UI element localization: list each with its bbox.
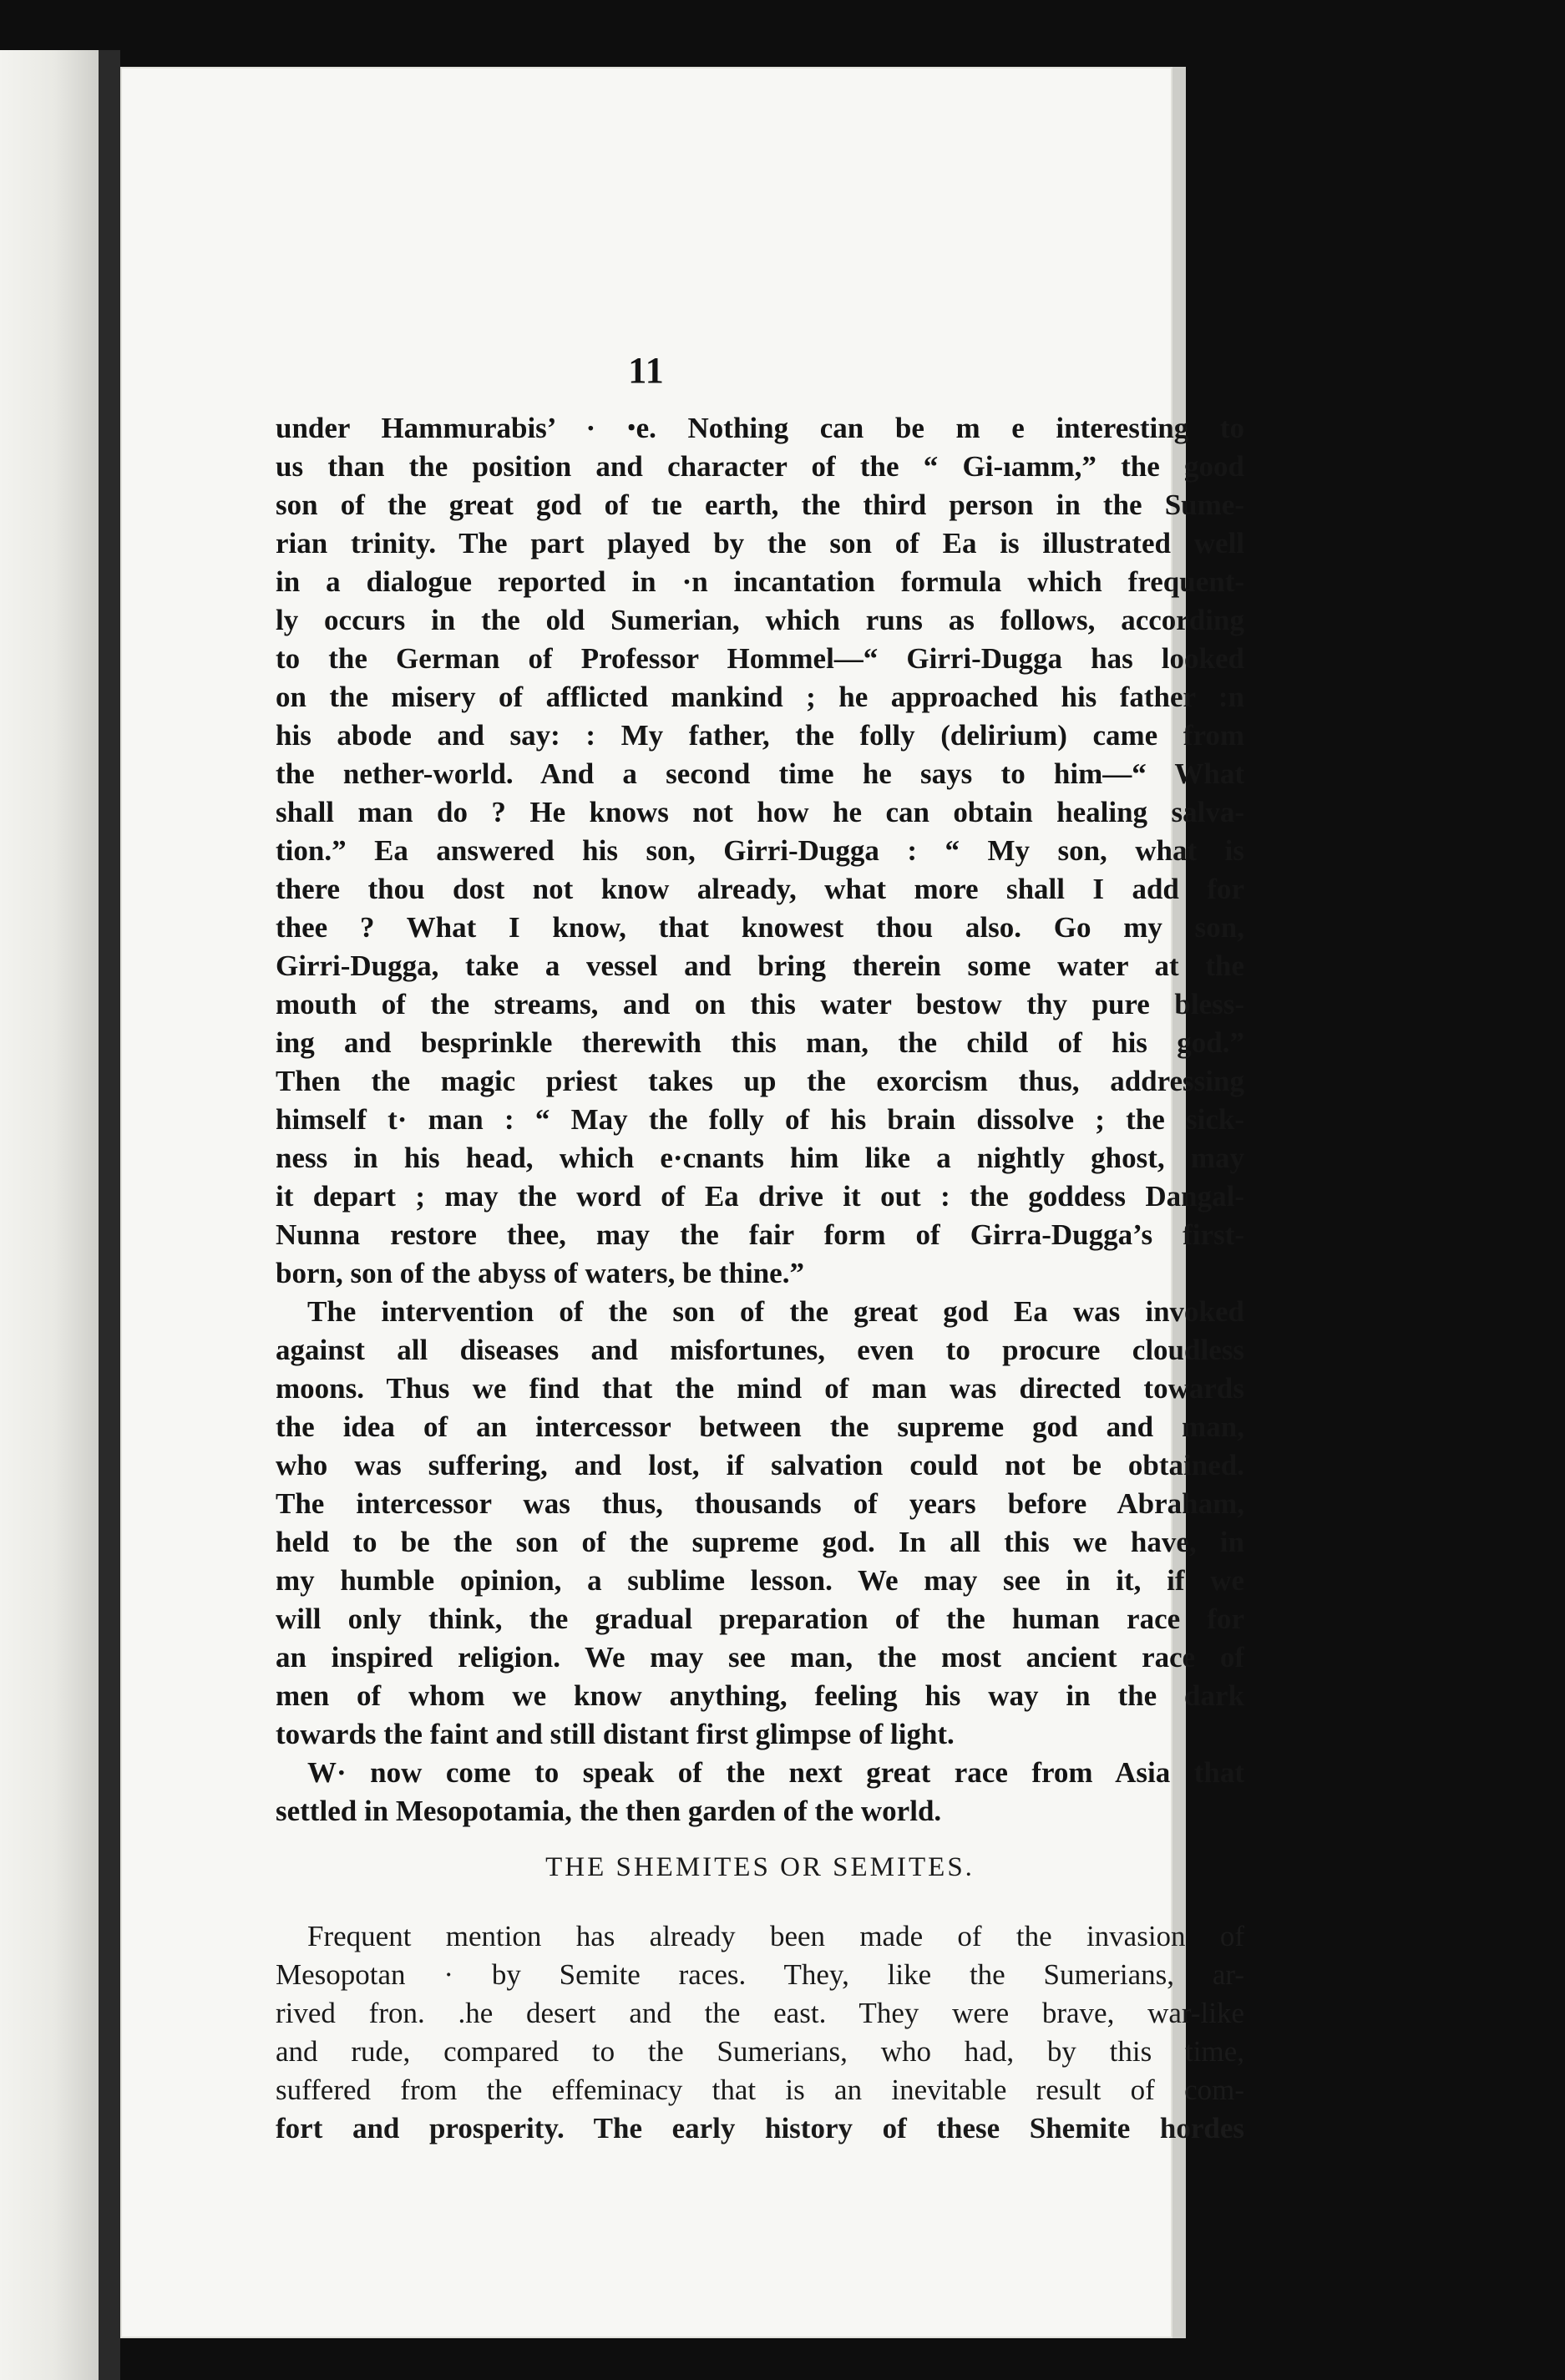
text-line: Then the magic priest takes up the exorcism thus, addressing bbox=[276, 1065, 1244, 1097]
text-line: mouth of the streams, and on this water bestow thy pure bless- bbox=[276, 988, 1244, 1020]
text-line: ly occurs in the old Sumerian, which runs as follows, according bbox=[276, 604, 1244, 636]
text-line: Nunna restore thee, may the fair form of Girra-Dugga’s first- bbox=[276, 1218, 1244, 1251]
text-line: ing and besprinkle therewith this man, the child of his god.” bbox=[276, 1026, 1244, 1059]
paragraph-1 bbox=[276, 409, 1244, 1293]
text-line: shall man do ? He knows not how he can obtain healing salva- bbox=[276, 796, 1244, 828]
binding-gutter bbox=[99, 50, 120, 2380]
text-line: it depart ; may the word of Ea drive it out : the goddess Dangal- bbox=[276, 1180, 1244, 1213]
text-line: thee ? What I know, that knowest thou also. Go my son, bbox=[276, 911, 1244, 944]
text-line: on the misery of afflicted mankind ; he approached his father :n bbox=[276, 681, 1244, 713]
text-line: the idea of an intercessor between the supreme god and man, bbox=[276, 1410, 1244, 1443]
text-line: my humble opinion, a sublime lesson. We may see in it, if we bbox=[276, 1564, 1244, 1597]
text-line: and rude, compared to the Sumerians, who had, by this time, bbox=[276, 2035, 1244, 2068]
page-number: 11 bbox=[628, 350, 665, 391]
text-line: the nether-world. And a second time he says to him—“ What bbox=[276, 757, 1244, 790]
text-line: moons. Thus we find that the mind of man was directed towards bbox=[276, 1372, 1244, 1405]
paragraph-2 bbox=[276, 1293, 1244, 1754]
text-line: tion.” Ea answered his son, Girri-Dugga : “ My son, what is bbox=[276, 834, 1244, 867]
text-line: The intervention of the son of the great god Ea was invoked bbox=[307, 1295, 1244, 1328]
text-line: who was suffering, and lost, if salvation could not be obtained. bbox=[276, 1449, 1244, 1481]
text-line: settled in Mesopotamia, the then garden of the world. bbox=[276, 1795, 942, 1827]
body-text bbox=[276, 409, 1244, 1831]
text-line: us than the position and character of the “ Gi-ıamm,” the good bbox=[276, 450, 1244, 483]
text-line: himself t· man : “ May the folly of his brain dissolve ; the sick- bbox=[276, 1103, 1244, 1136]
text-line: an inspired religion. We may see man, the most ancient race of bbox=[276, 1641, 1244, 1674]
text-line: Frequent mention has already been made of the invasion of bbox=[307, 1920, 1244, 1952]
text-line: born, son of the abyss of waters, be thine.” bbox=[276, 1257, 804, 1289]
text-line: men of whom we know anything, feeling his way in the dark bbox=[276, 1679, 1244, 1712]
text-line: there thou dost not know already, what more shall I add for bbox=[276, 873, 1244, 905]
text-line: ness in his head, which e·cnants him like a nightly ghost, may bbox=[276, 1142, 1244, 1174]
text-line: fort and prosperity. The early history of these Shemite hordes bbox=[276, 2112, 1244, 2145]
text-line: will only think, the gradual preparation of the human race for bbox=[276, 1603, 1244, 1635]
text-line: against all diseases and misfortunes, even to procure cloudless bbox=[276, 1334, 1244, 1366]
text-line: in a dialogue reported in ·n incantation formula which frequent- bbox=[276, 565, 1244, 598]
facing-page-edge bbox=[0, 50, 99, 2380]
text-line: rian trinity. The part played by the son of Ea is illustrated well bbox=[276, 527, 1244, 560]
text-line: suffered from the effeminacy that is an inevitable result of com- bbox=[276, 2074, 1244, 2106]
text-line: rived fron. .he desert and the east. They were brave, war-like bbox=[276, 1997, 1244, 2029]
paragraph-3 bbox=[276, 1754, 1244, 1831]
text-line: The intercessor was thus, thousands of years before Abraham, bbox=[276, 1487, 1244, 1520]
text-line: his abode and say: : My father, the folly (delirium) came from bbox=[276, 719, 1244, 752]
paragraph-4 bbox=[276, 1917, 1244, 2148]
text-line: to the German of Professor Hommel—“ Girri-Dugga has looked bbox=[276, 642, 1244, 675]
text-line: Mesopotan · by Semite races. They, like the Sumerians, ar- bbox=[276, 1958, 1244, 1991]
text-line: held to be the son of the supreme god. In all this we have, in bbox=[276, 1526, 1244, 1558]
text-line: towards the faint and still distant first glimpse of light. bbox=[276, 1718, 955, 1750]
section-heading: THE SHEMITES OR SEMITES. bbox=[545, 1852, 975, 1882]
text-line: under Hammurabis’ · ꞏe. Nothing can be m e interesting to bbox=[276, 412, 1244, 444]
text-line: Girri-Dugga, take a vessel and bring therein some water at the bbox=[276, 949, 1244, 982]
text-line: son of the great god of tıe earth, the third person in the Sume- bbox=[276, 489, 1244, 521]
text-line: W· now come to speak of the next great race from Asia that bbox=[307, 1756, 1244, 1789]
